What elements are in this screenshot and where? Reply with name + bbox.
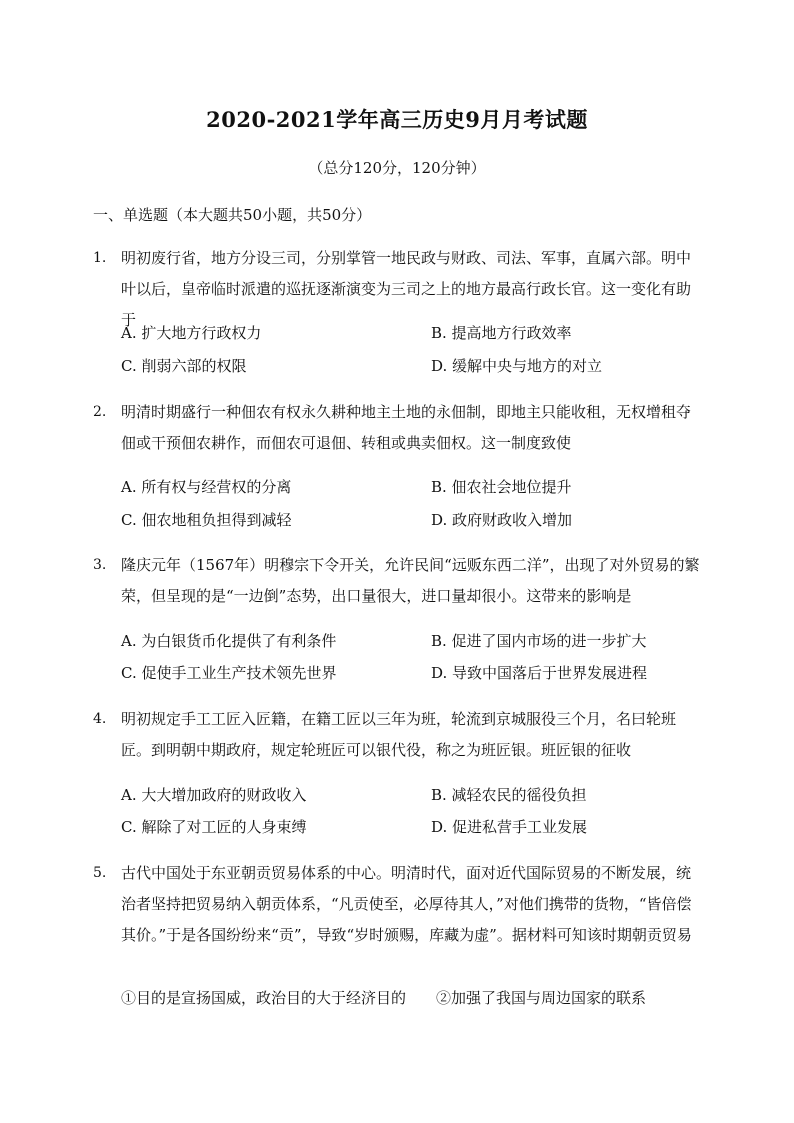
question-number: 1. <box>93 250 107 266</box>
question-number: 5. <box>93 865 107 881</box>
exam-title: 2020-2021学年高三历史9月月考试题 <box>206 107 588 132</box>
question-2 <box>93 397 705 459</box>
exam-subtitle: （总分120分，120分钟） <box>308 159 486 177</box>
option-a: A. 为白银货币化提供了有利条件 <box>121 632 337 650</box>
option-b: B. 减轻农民的徭役负担 <box>431 786 587 804</box>
option-d: D. 促进私营手工业发展 <box>431 818 588 836</box>
question-number: 2. <box>93 404 107 420</box>
question-5-items <box>121 987 646 1008</box>
question-stem: 明初废行省，地方分设三司，分别掌管一地民政与财政、司法、军事，直属六部。明中叶以后，皇帝临时派遣的巡抚逐渐演变为三司之上的地方最高行政长官。这一变化有助于 <box>121 249 692 329</box>
option-a: A. 大大增加政府的财政收入 <box>121 786 307 804</box>
option-b: B. 提高地方行政效率 <box>431 324 572 342</box>
question-5 <box>93 858 705 951</box>
question-stem: 明初规定手工工匠入匠籍，在籍工匠以三年为班，轮流到京城服役三个月，名曰轮班匠。到明朝中期政府，规定轮班匠可以银代役，称之为班匠银。班匠银的征收 <box>121 710 677 759</box>
statement-1: ①目的是宣扬国威，政治目的大于经济目的 <box>121 989 407 1007</box>
option-d: D. 缓解中央与地方的对立 <box>431 357 603 375</box>
option-c: C. 削弱六部的权限 <box>121 357 247 375</box>
option-c: C. 促使手工业生产技术领先世界 <box>121 664 337 682</box>
statement-2: ②加强了我国与周边国家的联系 <box>436 989 647 1007</box>
option-b: B. 佃农社会地位提升 <box>431 478 572 496</box>
option-c: C. 解除了对工匠的人身束缚 <box>121 818 307 836</box>
question-stem: 隆庆元年（1567年）明穆宗下令开关，允许民间“远贩东西二洋”，出现了对外贸易的繁荣，但呈现的是“一边倒”态势，出口量很大，进口量却很小。这带来的影响是 <box>121 556 700 605</box>
option-a: A. 扩大地方行政权力 <box>121 324 262 342</box>
question-number: 3. <box>93 557 107 573</box>
option-b: B. 促进了国内市场的进一步扩大 <box>431 632 647 650</box>
question-3 <box>93 550 705 612</box>
question-stem: 古代中国处于东亚朝贡贸易体系的中心。明清时代，面对近代国际贸易的不断发展，统治者坚持把贸易纳入朝贡体系，“凡贡使至，必厚待其人，”对他们携带的货物，“皆倍偿其价。”于是各国纷纷来“贡”，导致“岁时颁赐，库藏为虚”。据材料可知该时期朝贡贸易 <box>121 864 692 944</box>
question-number: 4. <box>93 711 107 727</box>
option-a: A. 所有权与经营权的分离 <box>121 478 292 496</box>
option-d: D. 导致中国落后于世界发展进程 <box>431 664 648 682</box>
question-stem: 明清时期盛行一种佃农有权永久耕种地主土地的永佃制，即地主只能收租，无权增租夺佃或干预佃农耕作，而佃农可退佃、转租或典卖佃权。这一制度致使 <box>121 403 692 452</box>
section-heading: 一、单选题（本大题共50小题，共50分） <box>93 206 372 224</box>
option-d: D. 政府财政收入增加 <box>431 511 573 529</box>
question-4 <box>93 704 705 766</box>
option-c: C. 佃农地租负担得到减轻 <box>121 511 292 529</box>
